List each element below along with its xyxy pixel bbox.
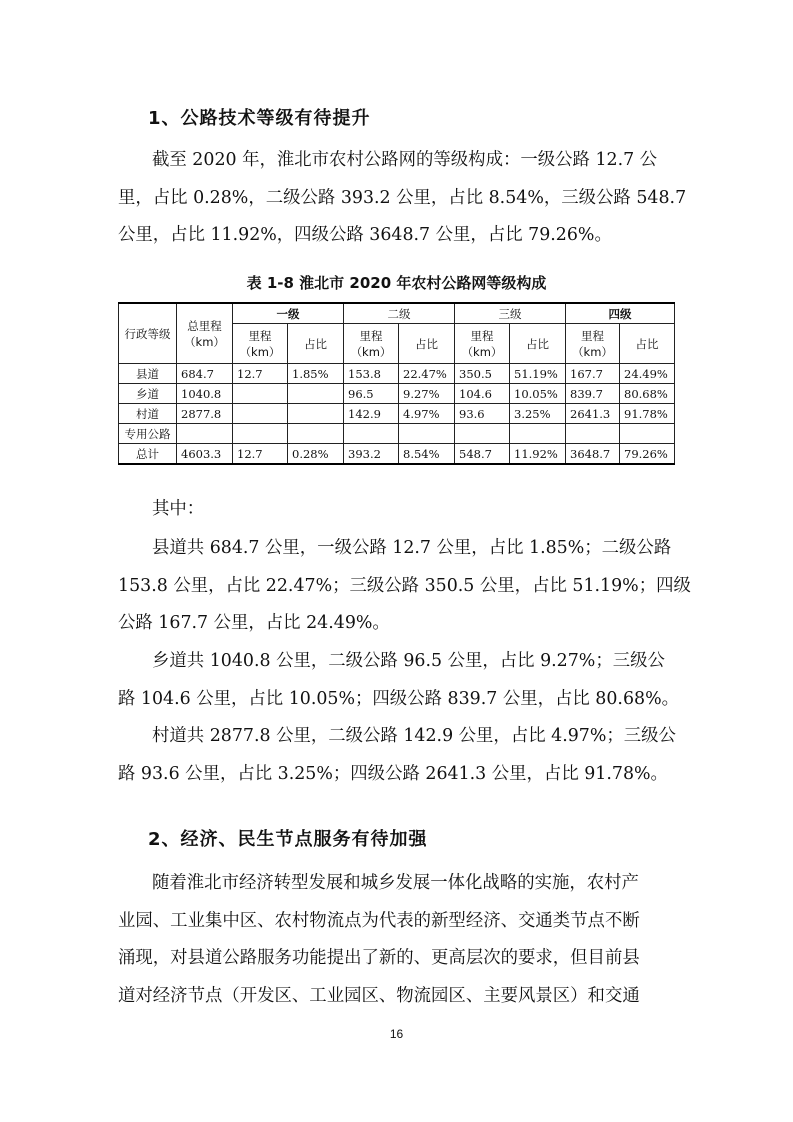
- cell-total: 684.7: [177, 364, 233, 384]
- cell-g2-km: [344, 424, 399, 444]
- cell-g2-km: 393.2: [344, 444, 399, 465]
- cell-g1-km: 12.7: [233, 444, 288, 465]
- paragraph-line: 公里，占比 11.92%，四级公路 3648.7 公里，占比 79.26%。: [118, 225, 612, 245]
- cell-total: 1040.8: [177, 384, 233, 404]
- paragraph-line: 153.8 公里，占比 22.47%；三级公路 350.5 公里，占比 51.19%；四级: [118, 575, 691, 596]
- table-row: [119, 384, 675, 404]
- paragraph-line: 随着淮北市经济转型发展和城乡发展一体化战略的实施，农村产: [152, 873, 639, 893]
- header-grade-1: 一级: [233, 303, 344, 324]
- header-grade-4: 四级: [566, 303, 675, 324]
- row-label: 乡道: [119, 384, 177, 404]
- paragraph-line: 其中：: [152, 499, 205, 519]
- cell-g1-pct: [288, 404, 344, 424]
- page-number: 16: [389, 1027, 404, 1041]
- table-caption: 表 1-8 淮北市 2020 年农村公路网等级构成: [246, 274, 547, 292]
- cell-g2-pct: 8.54%: [399, 444, 455, 465]
- table-row: [119, 364, 675, 384]
- cell-g1-pct: [288, 384, 344, 404]
- cell-g4-km: 839.7: [566, 384, 620, 404]
- cell-g3-pct: 51.19%: [510, 364, 566, 384]
- cell-g2-pct: 22.47%: [399, 364, 455, 384]
- row-label: 县道: [119, 364, 177, 384]
- row-label: 专用公路: [119, 424, 177, 444]
- row-label: 总计: [119, 444, 177, 465]
- cell-total: 2877.8: [177, 404, 233, 424]
- table-row: [119, 404, 675, 424]
- subheader-mileage: 里程（km）: [344, 324, 399, 364]
- subheader-mileage: 里程（km）: [233, 324, 288, 364]
- cell-g2-pct: [399, 424, 455, 444]
- cell-g1-pct: [288, 424, 344, 444]
- cell-g2-km: 153.8: [344, 364, 399, 384]
- subheader-share: 占比: [399, 324, 455, 364]
- paragraph-line: 县道共 684.7 公里，一级公路 12.7 公里，占比 1.85%；二级公路: [152, 538, 672, 558]
- subheader-mileage: 里程（km）: [566, 324, 620, 364]
- cell-g3-km: 548.7: [455, 444, 510, 465]
- paragraph-line: 路 93.6 公里，占比 3.25%；四级公路 2641.3 公里，占比 91.78%。: [118, 763, 668, 784]
- paragraph-line: 里，占比 0.28%，二级公路 393.2 公里，占比 8.54%，三级公路 548.7: [118, 187, 687, 208]
- cell-g3-pct: 11.92%: [510, 444, 566, 465]
- paragraph-line: 乡道共 1040.8 公里，二级公路 96.5 公里，占比 9.27%；三级公: [152, 651, 665, 671]
- cell-g4-km: 2641.3: [566, 404, 620, 424]
- section-1-heading: 1、公路技术等级有待提升: [148, 108, 371, 129]
- cell-g3-km: 93.6: [455, 404, 510, 424]
- subheader-share: 占比: [288, 324, 344, 364]
- cell-g1-km: [233, 404, 288, 424]
- table-total-row: [119, 444, 675, 465]
- header-grade-3: 三级: [455, 303, 566, 324]
- detail-intro: [118, 491, 674, 529]
- cell-g1-km: [233, 424, 288, 444]
- village-road-paragraph: [118, 718, 674, 793]
- cell-g2-pct: 9.27%: [399, 384, 455, 404]
- county-road-paragraph: [118, 530, 691, 643]
- header-total-mileage: 总里程（km）: [177, 303, 233, 364]
- paragraph-line: 业园、工业集中区、农村物流点为代表的新型经济、交通类节点不断: [118, 910, 640, 931]
- township-road-paragraph: [118, 643, 680, 718]
- cell-g3-pct: [510, 424, 566, 444]
- paragraph-line: 村道共 2877.8 公里，二级公路 142.9 公里，占比 4.97%；三级公: [152, 726, 676, 746]
- cell-total: 4603.3: [177, 444, 233, 465]
- cell-g2-km: 142.9: [344, 404, 399, 424]
- paragraph-line: 涌现，对县道公路服务功能提出了新的、更高层次的要求，但目前县: [118, 948, 640, 968]
- header-admin-level: 行政等级: [119, 303, 177, 364]
- cell-g3-km: 104.6: [455, 384, 510, 404]
- paragraph-line: 截至 2020 年，淮北市农村公路网的等级构成：一级公路 12.7 公: [152, 150, 658, 170]
- cell-g4-km: [566, 424, 620, 444]
- road-grade-table: [118, 302, 675, 465]
- header-grade-2: 二级: [344, 303, 455, 324]
- table-header-row: [119, 303, 675, 324]
- section-2-paragraph: [118, 865, 674, 1015]
- cell-g3-pct: 3.25%: [510, 404, 566, 424]
- cell-g4-km: 3648.7: [566, 444, 620, 465]
- row-label: 村道: [119, 404, 177, 424]
- cell-total: [177, 424, 233, 444]
- subheader-share: 占比: [510, 324, 566, 364]
- table-row: [119, 424, 675, 444]
- subheader-mileage: 里程（km）: [455, 324, 510, 364]
- subheader-share: 占比: [620, 324, 675, 364]
- cell-g4-pct: [620, 424, 675, 444]
- cell-g2-pct: 4.97%: [399, 404, 455, 424]
- cell-g4-pct: 24.49%: [620, 364, 675, 384]
- cell-g1-pct: 0.28%: [288, 444, 344, 465]
- cell-g3-pct: 10.05%: [510, 384, 566, 404]
- cell-g1-km: 12.7: [233, 364, 288, 384]
- cell-g3-km: 350.5: [455, 364, 510, 384]
- cell-g4-pct: 91.78%: [620, 404, 675, 424]
- section-1-paragraph: [118, 142, 687, 255]
- paragraph-line: 道对经济节点（开发区、工业园区、物流园区、主要风景区）和交通: [118, 985, 640, 1006]
- section-2-heading: 2、经济、民生节点服务有待加强: [148, 829, 428, 850]
- cell-g3-km: [455, 424, 510, 444]
- cell-g1-pct: 1.85%: [288, 364, 344, 384]
- cell-g4-pct: 80.68%: [620, 384, 675, 404]
- cell-g1-km: [233, 384, 288, 404]
- cell-g2-km: 96.5: [344, 384, 399, 404]
- cell-g4-pct: 79.26%: [620, 444, 675, 465]
- paragraph-line: 公路 167.7 公里，占比 24.49%。: [118, 613, 390, 633]
- cell-g4-km: 167.7: [566, 364, 620, 384]
- paragraph-line: 路 104.6 公里，占比 10.05%；四级公路 839.7 公里，占比 80.68%。: [118, 688, 680, 709]
